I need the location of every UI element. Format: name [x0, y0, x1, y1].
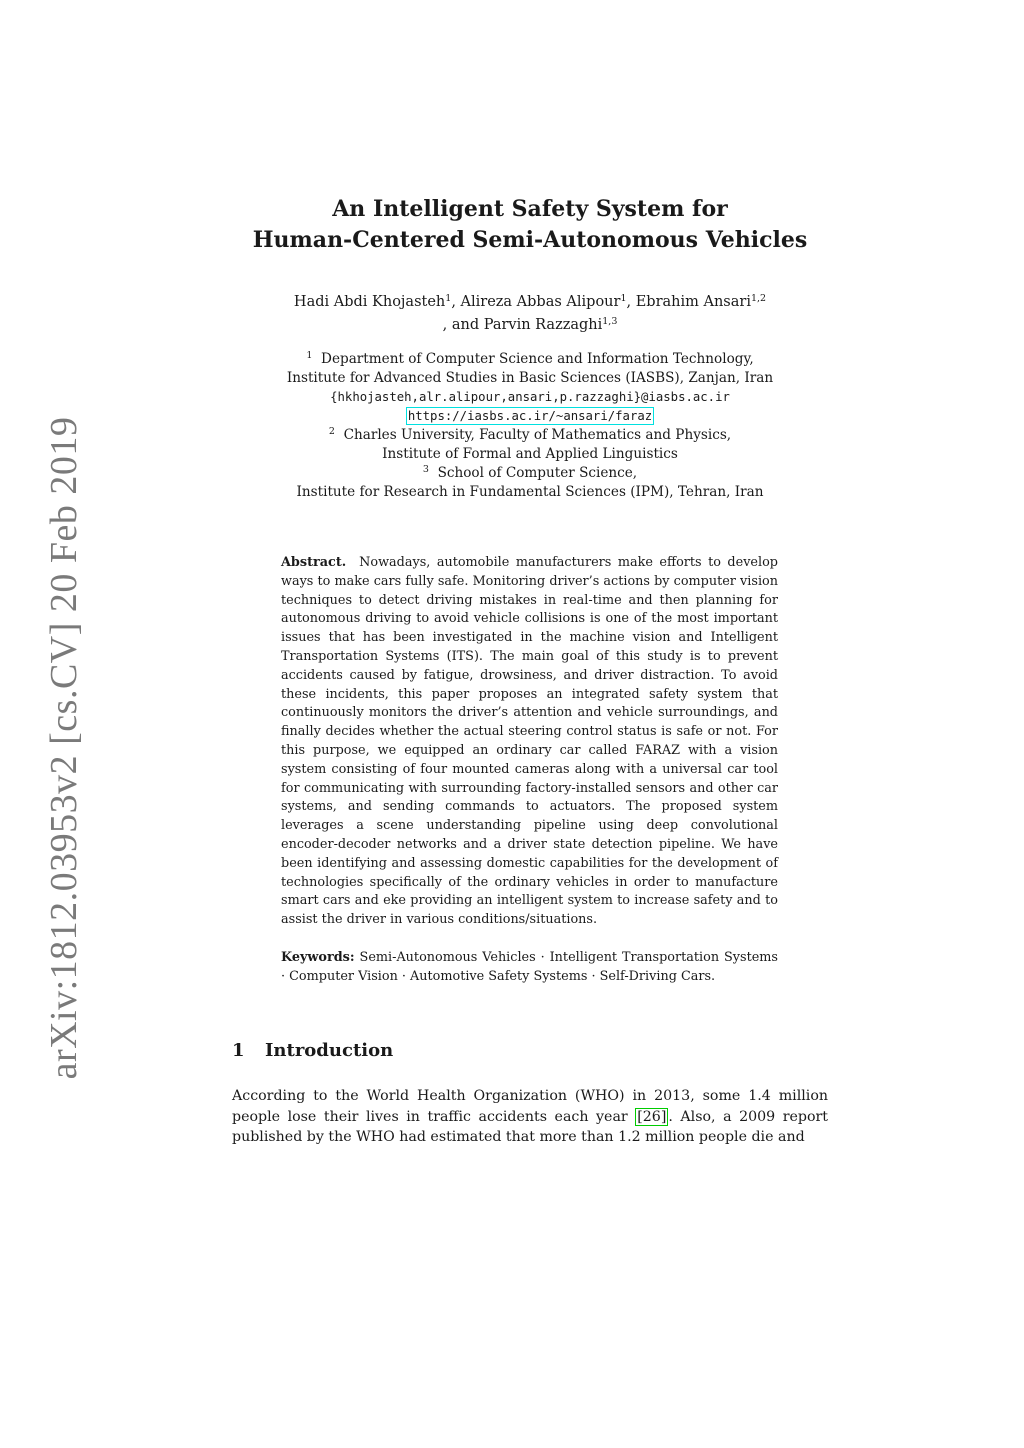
- keywords-label: Keywords:: [281, 950, 355, 965]
- author-4-affil: 1,3: [602, 316, 618, 327]
- abstract-label: Abstract.: [281, 555, 347, 570]
- keywords-text: Semi-Autonomous Vehicles · Intelligent Transportation Systems · Computer Vision · Automotive Safety Systems · Self-Driving Cars.: [281, 950, 778, 984]
- section-number: 1: [232, 1040, 245, 1061]
- section-title: Introduction: [265, 1040, 394, 1061]
- affiliation-2-university: Charles University, Faculty of Mathematics and Physics,: [343, 427, 732, 443]
- paper-title: [232, 194, 828, 256]
- arxiv-identifier-stamp: arXiv:1812.03953v2 [cs.CV] 20 Feb 2019: [43, 416, 85, 1080]
- title-line-2: Human-Centered Semi-Autonomous Vehicles: [252, 227, 808, 253]
- affiliation-1-line-2: Institute for Advanced Studies in Basic Sciences (IASBS), Zanjan, Iran: [286, 370, 774, 386]
- affiliation-2-marker: 2: [328, 426, 335, 437]
- abstract-text: Nowadays, automobile manufacturers make efforts to develop ways to make cars fully safe. Monitoring driver’s actions by computer vision techniques to detect driving mistakes in real-time and then planning for autonomous driving to avoid vehicle collisions is one of the most important issues that has been investigated in the machine vision and Intelligent Transportation Systems (ITS). The main goal of this study is to prevent accidents caused by fatigue, drowsiness, and driver distraction. To avoid these incidents, this paper proposes an integrated safety system that continuously monitors the driver’s attention and vehicle surroundings, and finally decides whether the actual steering control status is safe or not. For this purpose, we equipped an ordinary car called FARAZ with a vision system consisting of four mounted cameras along with a universal car tool for communicating with surrounding factory-installed sensors and other car systems, and sending commands to actuators. The proposed system leverages a scene understanding pipeline using deep convolutional encoder-decoder networks and a driver state detection pipeline. We have been identifying and assessing domestic capabilities for the development of technologies specifically of the ordinary vehicles in order to manufacture smart cars and eke providing an intelligent system to increase safety and to assist the driver in various conditions/situations.: [281, 555, 778, 928]
- citation-link[interactable]: [26]: [637, 1108, 667, 1125]
- affiliations: [232, 350, 828, 502]
- author-4: , and Parvin Razzaghi: [442, 317, 603, 333]
- section-heading: [232, 1040, 393, 1061]
- affiliation-3-line-2: Institute for Research in Fundamental Sciences (IPM), Tehran, Iran: [296, 484, 764, 500]
- affiliation-3-school: School of Computer Science,: [437, 465, 638, 481]
- project-url-link[interactable]: https://iasbs.ac.ir/~ansari/faraz: [407, 409, 653, 423]
- affiliation-1-marker: 1: [306, 350, 313, 361]
- author-2-affil: 1: [620, 293, 627, 304]
- affiliation-1-line-1: [232, 350, 828, 369]
- author-2: , Alireza Abbas Alipour: [451, 294, 621, 310]
- author-3-affil: 1,2: [750, 293, 767, 304]
- affiliation-3-line-1: [232, 464, 828, 483]
- affiliation-2-line-2: Institute of Formal and Applied Linguistics: [382, 446, 678, 462]
- authors-line-1: [232, 291, 828, 314]
- abstract: [281, 554, 778, 930]
- title-line-1: An Intelligent Safety System for: [332, 196, 728, 222]
- authors-line-2: [232, 314, 828, 337]
- author-3: , Ebrahim Ansari: [626, 294, 751, 310]
- keywords: [281, 949, 778, 987]
- paragraph-text-end: . Also, a 2009 report published by the WHO had estimated that more than 1.2 million people die and: [232, 1108, 828, 1145]
- affiliation-3-marker: 3: [422, 464, 429, 475]
- project-url-line: [232, 407, 828, 426]
- author-list: [232, 291, 828, 337]
- affiliation-1-department: Department of Computer Science and Information Technology,: [321, 351, 754, 367]
- author-1: Hadi Abdi Khojasteh: [293, 294, 446, 310]
- affiliation-2-line-1: [232, 426, 828, 445]
- author-emails: {hkhojasteh,alr.alipour,ansari,p.razzaghi}@iasbs.ac.ir: [330, 390, 730, 404]
- paragraph-text-start: According to the World Health Organization (WHO) in 2013, some 1.4 million people lose their lives in traffic accidents each year: [232, 1088, 828, 1125]
- author-1-affil: 1: [445, 293, 452, 304]
- introduction-paragraph: [232, 1086, 828, 1148]
